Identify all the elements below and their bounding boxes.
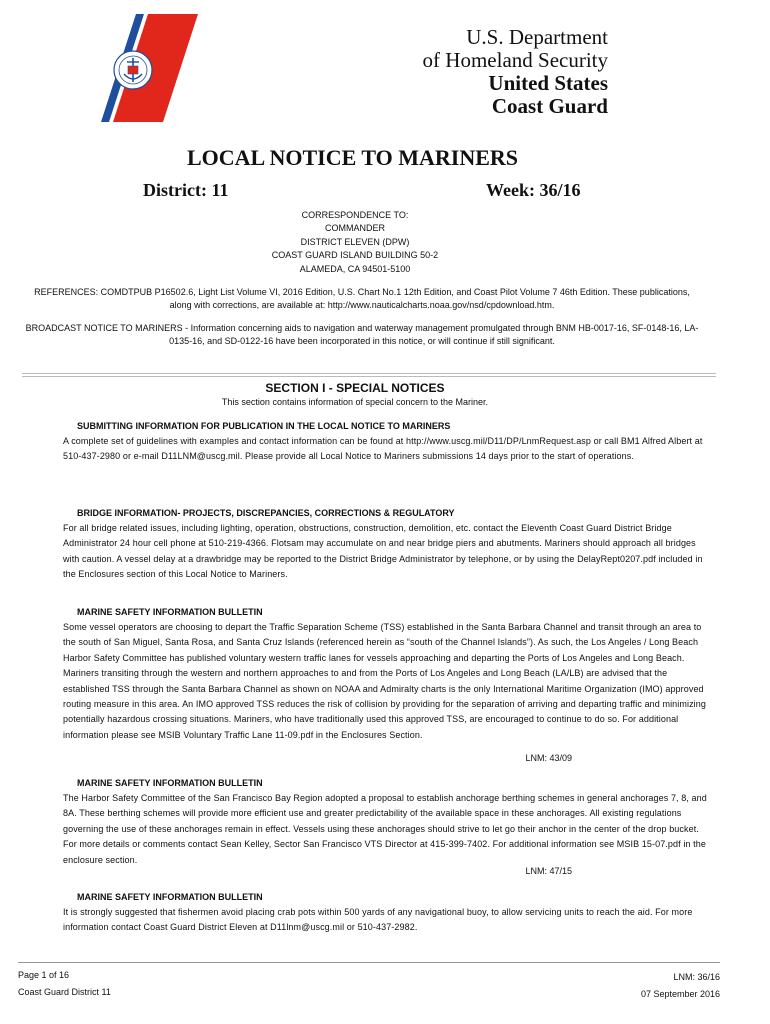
notice-body: It is strongly suggested that fishermen avoid placing crab pots within 500 yards of any navigational buoy, to allow servicing units to reach the aid. For more information contact Coast Guard District Eleven at D11lnm@uscg.mil or 510-437-2982. xyxy=(63,907,693,933)
broadcast-notice-paragraph: BROADCAST NOTICE TO MARINERS - Information concerning aids to navigation and waterway management promulgated through BNM HB-0017-16, SF-0148-16, LA-0135-16, and SD-0122-16 have been incorporated in this notice, or will continue if still significant. xyxy=(25,323,699,347)
notice-heading: MARINE SAFETY INFORMATION BULLETIN xyxy=(77,778,263,788)
correspondence-line: COAST GUARD ISLAND BUILDING 50-2 xyxy=(271,250,439,261)
footer-district: Coast Guard District 11 xyxy=(18,987,111,997)
notice-heading: BRIDGE INFORMATION- PROJECTS, DISCREPANCIES, CORRECTIONS & REGULATORY xyxy=(77,508,455,518)
lnm-reference: LNM: 47/15 xyxy=(525,866,572,876)
notice-body: A complete set of guidelines with examples and contact information can be found at http://www.uscg.mil/D11/DP/LnmRequest.asp or call BM1 Alfred Albert at 510-437-2980 or e-mail D11LNM@uscg.mil. Please provide all Local Notice to Mariners submissions 14 days prior to the start of operations. xyxy=(63,436,703,462)
page-title: LOCAL NOTICE TO MARINERS xyxy=(186,145,519,170)
coast-guard-seal-icon xyxy=(114,51,152,89)
notice-body: Some vessel operators are choosing to depart the Traffic Separation Scheme (TSS) established in the Santa Barbara Channel and transit through an area to the south of San Miguel, Santa Rosa, and Santa Cruz Islands (referenced herein as “south of the Channel Islands”). As such, the Los Angeles / Long Beach Harbor Safety Committee has published voluntary western traffic lanes for vessels approaching and departing the Ports of Los Angeles and Long Beach. Mariners transiting through the western and northern approaches to and from the Ports of Los Angeles and Long Beach (LA/LB) are advised that the established TSS through the Santa Barbara Channel as shown on NOAA and Admiralty charts is the only International Maritime Organization (IMO) approved routing measure in this area. An IMO approved TSS reduces the risk of collision by providing for the separation of arriving and departing traffic and minimizing potentially hazardous crossing situations. Mariners, who have traditionally used this approved TSS, are encouraged to continue to do so. For additional information please see MSIB Voluntary Traffic Lane 11-09.pdf in the Enclosures Section. xyxy=(63,622,706,740)
footer-left xyxy=(18,967,111,1001)
correspondence-line: DISTRICT ELEVEN (DPW) xyxy=(300,236,410,247)
correspondence-address xyxy=(0,209,710,276)
notice-heading: MARINE SAFETY INFORMATION BULLETIN xyxy=(77,892,263,902)
footer-date: 07 September 2016 xyxy=(640,989,720,999)
footer-right xyxy=(641,969,720,1003)
notice-body: For all bridge related issues, including lighting, operation, obstructions, construction, demolition, etc. contact the Eleventh Coast Guard District Bridge Administrator 24 hour cell phone at 510-219-4366. Flotsam may accumulate on and near bridge piers and abutments. Mariners should approach all bridges with caution. A vessel delay at a drawbridge may be reported to the District Bridge Administrator by telephone, or by using the DelayRept0207.pdf included in the Enclosures section of this Local Notice to Mariners. xyxy=(63,523,703,580)
district-label: District: 11 xyxy=(143,180,229,200)
section-subtitle: This section contains information of special concern to the Mariner. xyxy=(221,397,489,407)
section-divider xyxy=(22,373,716,374)
page-number: Page 1 of 16 xyxy=(18,970,70,980)
correspondence-line: CORRESPONDENCE TO: xyxy=(301,210,409,220)
notice-heading: SUBMITTING INFORMATION FOR PUBLICATION IN THE LOCAL NOTICE TO MARINERS xyxy=(77,421,451,431)
uscg-line-2: Coast Guard xyxy=(491,94,608,119)
section-title: SECTION I - SPECIAL NOTICES xyxy=(265,381,445,395)
correspondence-line: ALAMEDA, CA 94501-5100 xyxy=(299,263,411,274)
week-label: Week: 36/16 xyxy=(486,180,581,200)
notice-body: The Harbor Safety Committee of the San Francisco Bay Region adopted a proposal to establish anchorage berthing schemes in general anchorages 7, 8, and 8A. These berthing schemes will provide more efficient use and greater predictability of the available space in these anchorages. All existing regulations governing the use of these anchorages remain in effect. Vessels using these anchorages should strive to let go their anchor in the center of the drop bucket. For more details or comments contact Sean Kelley, Sector San Francisco VTS Director at 415-399-7402. For additional information see MSIB 15-07.pdf in the enclosure section. xyxy=(63,793,707,865)
footer-divider xyxy=(18,962,720,963)
notice-heading: MARINE SAFETY INFORMATION BULLETIN xyxy=(77,607,263,617)
section-divider xyxy=(22,376,716,377)
lnm-reference: LNM: 43/09 xyxy=(525,753,572,763)
dept-line-2: of Homeland Security xyxy=(422,48,608,73)
correspondence-line: COMMANDER xyxy=(325,223,385,234)
agency-header xyxy=(423,26,608,118)
uscg-line-1: United States xyxy=(488,71,608,96)
coast-guard-racing-stripe-logo xyxy=(88,14,198,122)
references-paragraph: REFERENCES: COMDTPUB P16502.6, Light List Volume VI, 2016 Edition, U.S. Chart No.1 12th Edition, and Coast Pilot Volume 7 46th Edition. These publications, along with corrections, are available at: http://www.nauticalcharts.noaa.gov/nsd/cpdownload.htm. xyxy=(34,287,690,311)
footer-lnm: LNM: 36/16 xyxy=(673,972,720,982)
dept-line-1: U.S. Department xyxy=(466,25,608,49)
